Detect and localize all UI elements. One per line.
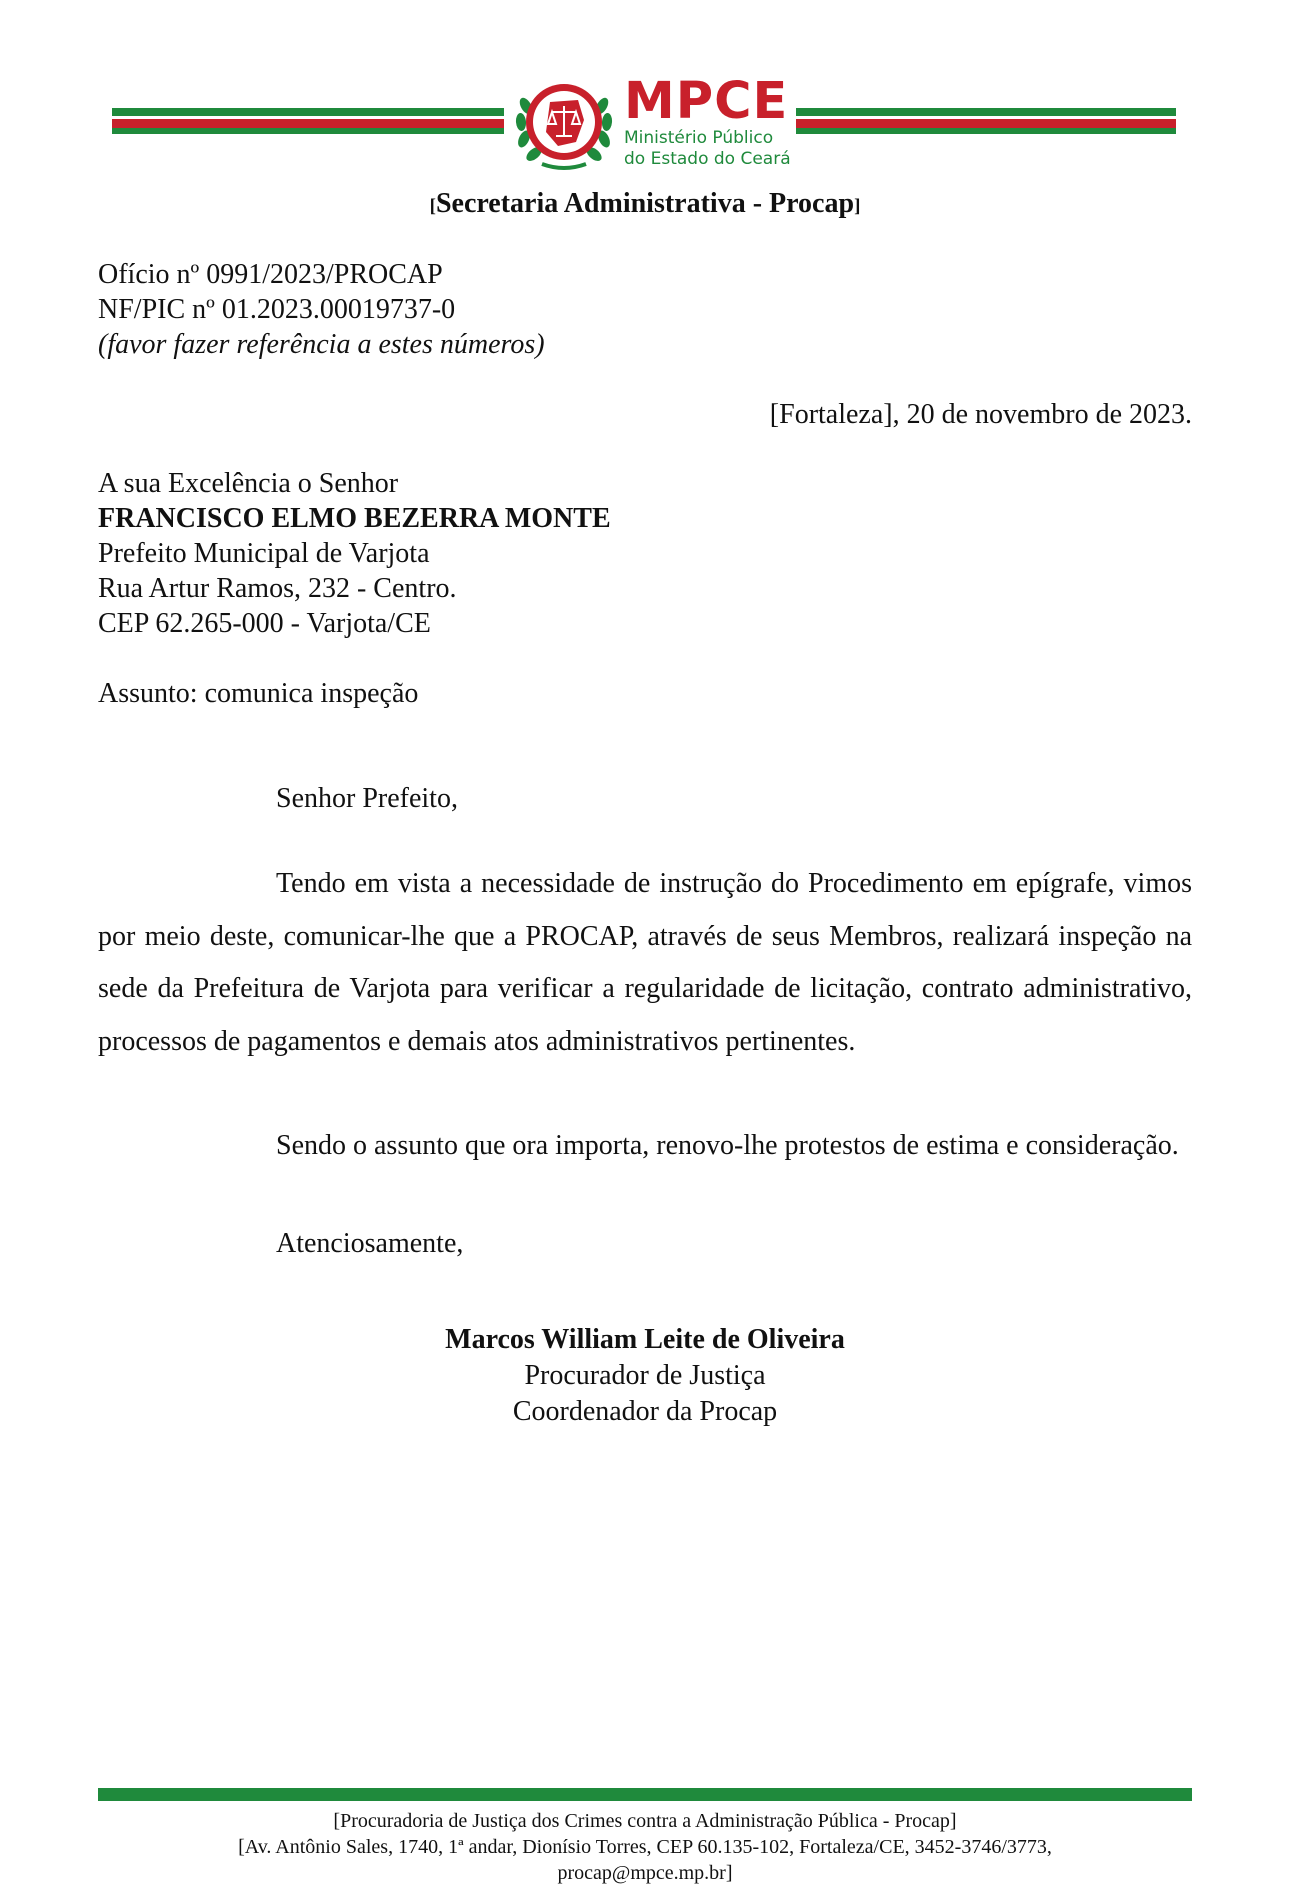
brand-block — [624, 72, 804, 170]
body-paragraph-2: Sendo o assunto que ora importa, renovo-lhe protestos de estima e consideração. — [276, 1130, 1179, 1161]
greeting: Senhor Prefeito, — [276, 783, 458, 814]
subject-line: Assunto: comunica inspeção — [98, 678, 419, 709]
brand-subtitle-line2: do Estado do Ceará — [624, 149, 791, 169]
recipient-salutation: A sua Excelência o Senhor — [98, 468, 399, 499]
department-heading — [0, 188, 1290, 220]
body-paragraph-1: Tendo em vista a necessidade de instrução do Procedimento em epígrafe, vimos por meio deste, comunicar-lhe que a PROCAP, através de seus Membros, realizará inspeção na sede da Prefeitura de Varjota para verificar a regularidade de licitação, contrato administrativo, processos de pagamentos e demais atos administrativos pertinentes. — [98, 868, 1192, 1057]
nf-pic-number: NF/PIC nº 01.2023.00019737-0 — [98, 294, 456, 325]
signature-role-1: Procurador de Justiça — [524, 1360, 766, 1391]
recipient-title: Prefeito Municipal de Varjota — [98, 538, 430, 569]
footer-rule — [98, 1788, 1192, 1801]
department-name: Secretaria Administrativa - Procap — [435, 188, 855, 219]
recipient-cep: CEP 62.265-000 - Varjota/CE — [98, 608, 431, 639]
header-rule-right — [796, 108, 1176, 134]
date-line: [Fortaleza], 20 de novembro de 2023. — [769, 399, 1192, 430]
department-bracket-close: ] — [854, 196, 861, 217]
department-bracket-open: [ — [429, 196, 436, 217]
reference-note: (favor fazer referência a estes números) — [98, 329, 545, 360]
footer-line-1: [Procuradoria de Justiça dos Crimes contra a Administração Pública - Procap] — [333, 1810, 957, 1832]
signature-role-2: Coordenador da Procap — [512, 1396, 778, 1427]
oficio-number: Ofício nº 0991/2023/PROCAP — [98, 259, 443, 290]
header-rule-left — [112, 108, 504, 134]
footer-line-2: [Av. Antônio Sales, 1740, 1ª andar, Dionísio Torres, CEP 60.135-102, Fortaleza/CE, 3452-3746/3773, — [238, 1836, 1052, 1858]
mpce-seal-logo — [512, 72, 616, 176]
footer-line-3: procap@mpce.mp.br] — [557, 1862, 733, 1884]
closing: Atenciosamente, — [276, 1228, 464, 1259]
signature-name: Marcos William Leite de Oliveira — [445, 1324, 845, 1355]
brand-subtitle-line1: Ministério Público — [624, 128, 774, 148]
recipient-address: Rua Artur Ramos, 232 - Centro. — [98, 573, 457, 604]
recipient-name: FRANCISCO ELMO BEZERRA MONTE — [98, 503, 611, 534]
brand-title: MPCE — [624, 72, 789, 131]
